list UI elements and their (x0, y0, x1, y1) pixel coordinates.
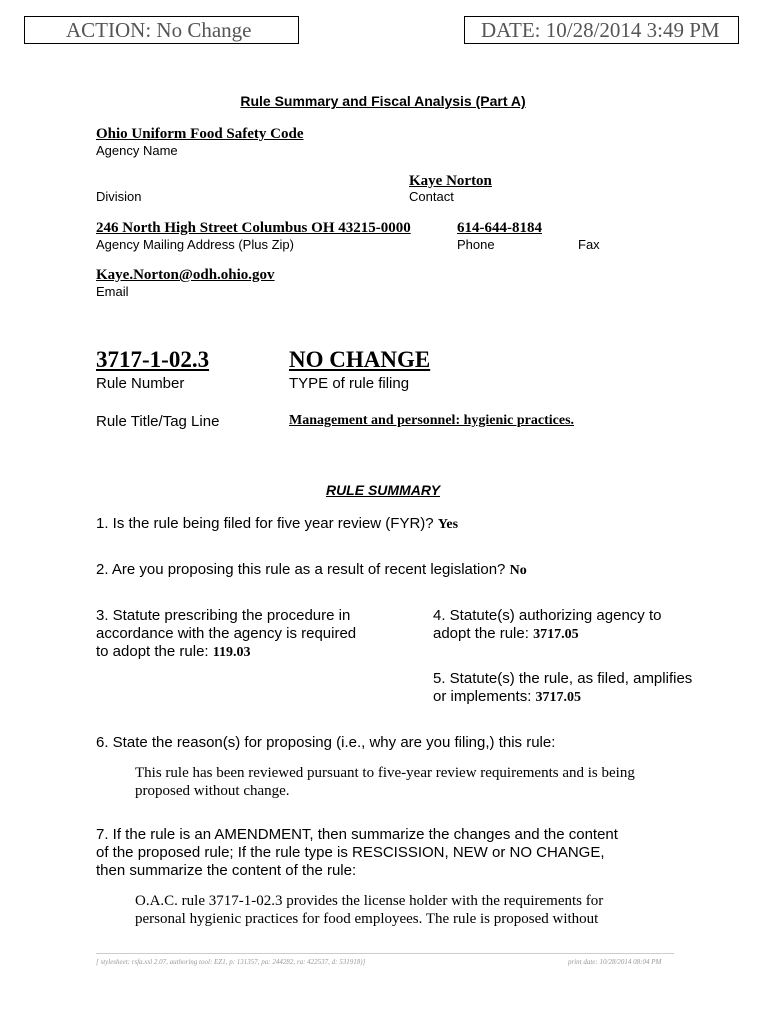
division-label: Division (96, 189, 142, 204)
question-7-line-3: then summarize the content of the rule: (96, 862, 357, 879)
email-value: Kaye.Norton@odh.ohio.gov (96, 267, 275, 283)
question-7 (96, 826, 696, 880)
question-4 (433, 607, 743, 644)
address-value: 246 North High Street Columbus OH 43215-0000 (96, 220, 411, 236)
rule-title-label: Rule Title/Tag Line (96, 413, 220, 430)
question-3-line-3 (96, 643, 396, 662)
date-text: DATE: 10/28/2014 3:49 PM (481, 18, 720, 42)
answer-3: 119.03 (212, 645, 251, 660)
answer-4: 3717.05 (533, 627, 579, 642)
rule-number-label: Rule Number (96, 375, 185, 392)
question-4-text: adopt the rule: (433, 625, 529, 642)
question-6: 6. State the reason(s) for proposing (i.e., why are you filing,) this rule: (96, 734, 556, 751)
contact-label: Contact (409, 189, 454, 204)
agency-name-value: Ohio Uniform Food Safety Code (96, 126, 304, 142)
page-title: Rule Summary and Fiscal Analysis (Part A) (240, 93, 526, 109)
answer-6-line-1: This rule has been reviewed pursuant to five-year review requirements and is being (135, 765, 635, 781)
question-4-line-2 (433, 625, 743, 644)
date-box (464, 16, 739, 44)
question-1 (96, 515, 458, 534)
question-5-text: or implements: (433, 688, 532, 705)
question-2 (96, 561, 527, 580)
phone-value: 614-644-8184 (457, 220, 542, 236)
action-text: ACTION: No Change (66, 18, 252, 42)
rule-type-value: NO CHANGE (289, 347, 431, 372)
answer-6 (135, 764, 695, 800)
question-7-line-2: of the proposed rule; If the rule type is RESCISSION, NEW or NO CHANGE, (96, 844, 605, 861)
question-5 (433, 670, 743, 707)
answer-7-line-1: O.A.C. rule 3717-1-02.3 provides the license holder with the requirements for (135, 893, 604, 909)
question-7-line-1: 7. If the rule is an AMENDMENT, then summarize the changes and the content (96, 826, 618, 843)
phone-label: Phone (457, 237, 495, 252)
rule-summary-heading: RULE SUMMARY (325, 482, 441, 498)
question-4-line-1: 4. Statute(s) authorizing agency to (433, 607, 662, 624)
answer-7 (135, 892, 695, 928)
fax-label: Fax (578, 237, 600, 252)
question-2-text: 2. Are you proposing this rule as a result of recent legislation? (96, 561, 506, 578)
agency-name-label: Agency Name (96, 143, 178, 158)
answer-5: 3717.05 (535, 690, 582, 705)
question-3 (96, 607, 396, 662)
answer-6-line-2: proposed without change. (135, 783, 290, 799)
footer-rule (96, 953, 674, 954)
rule-number-value: 3717-1-02.3 (96, 347, 210, 372)
footer-right: print date: 10/28/2014 08:04 PM (568, 958, 662, 966)
question-1-text: 1. Is the rule being filed for five year review (FYR)? (96, 515, 434, 532)
answer-2: No (509, 563, 527, 578)
email-label: Email (96, 284, 129, 299)
answer-1: Yes (437, 517, 459, 532)
question-3-line-2: accordance with the agency is required (96, 625, 357, 642)
question-5-line-1: 5. Statute(s) the rule, as filed, amplifies (433, 670, 693, 687)
rule-type-label: TYPE of rule filing (289, 375, 410, 392)
question-3-line-1: 3. Statute prescribing the procedure in (96, 607, 351, 624)
address-label: Agency Mailing Address (Plus Zip) (96, 237, 294, 252)
question-5-line-2 (433, 688, 743, 707)
answer-7-line-2: personal hygienic practices for food employees. The rule is proposed without (135, 911, 599, 927)
footer-left: [ stylesheet: rsfa.xsl 2.07, authoring tool: EZ1, p: 131357, pa: 244282, ra: 422537, d: 531918)] (96, 958, 366, 966)
question-3-text: to adopt the rule: (96, 643, 209, 660)
contact-value: Kaye Norton (409, 173, 492, 189)
action-box (24, 16, 299, 44)
rule-title-value: Management and personnel: hygienic practices. (289, 413, 575, 428)
